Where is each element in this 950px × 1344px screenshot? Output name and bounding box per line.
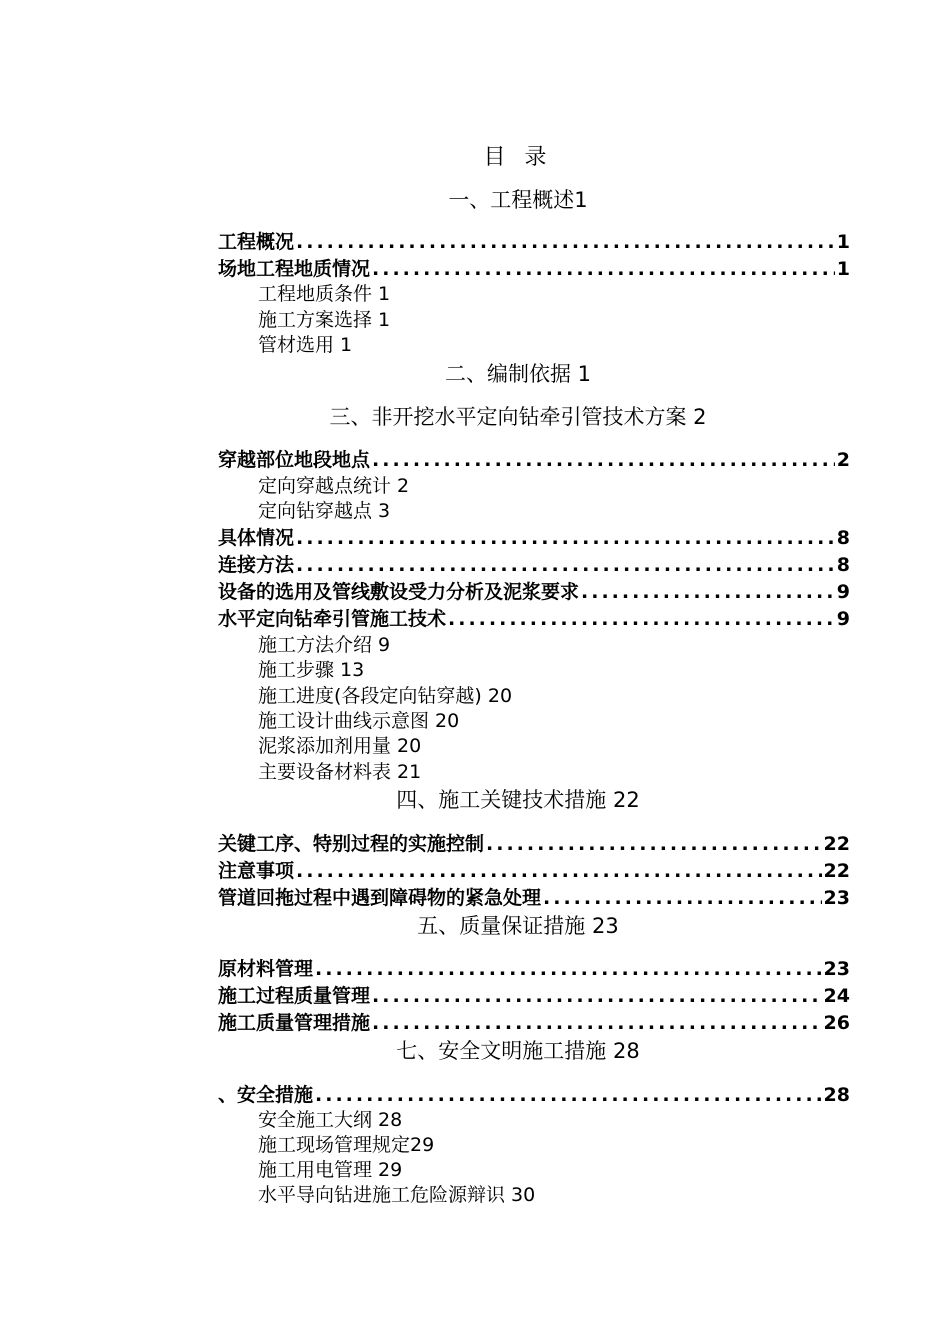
toc-entry-page: 22 xyxy=(823,833,850,855)
toc-subentry[interactable]: 施工方法介绍 9 xyxy=(258,634,391,656)
dot-leader xyxy=(581,579,835,605)
toc-entry-page: 24 xyxy=(823,985,850,1007)
toc-entry-page: 28 xyxy=(823,1084,850,1106)
dot-leader xyxy=(372,447,835,473)
toc-entry-page: 1 xyxy=(836,258,850,280)
dot-leader xyxy=(296,229,835,255)
toc-subentry[interactable]: 定向穿越点统计 2 xyxy=(258,475,410,497)
toc-title: 目 录 xyxy=(483,145,553,170)
toc-entry-page: 22 xyxy=(823,860,850,882)
toc-subentry[interactable]: 水平导向钻进施工危险源辩识 30 xyxy=(258,1184,536,1206)
toc-entry-label: 具体情况 xyxy=(218,527,295,549)
toc-entry-label: 、安全措施 xyxy=(218,1084,314,1106)
toc-entry-page: 23 xyxy=(823,887,850,909)
toc-entry-label: 穿越部位地段地点 xyxy=(218,449,371,471)
toc-entry-label: 设备的选用及管线敷设受力分析及泥浆要求 xyxy=(218,581,580,603)
toc-entry-label: 施工过程质量管理 xyxy=(218,985,371,1007)
toc-subentry[interactable]: 施工现场管理规定29 xyxy=(258,1134,435,1156)
dot-leader xyxy=(543,885,822,911)
toc-subentry[interactable]: 安全施工大纲 28 xyxy=(258,1109,403,1131)
toc-entry-page: 9 xyxy=(836,608,850,630)
dot-leader xyxy=(372,983,822,1009)
toc-entry-label: 连接方法 xyxy=(218,554,295,576)
dot-leader xyxy=(448,606,835,632)
dot-leader xyxy=(315,1082,822,1108)
toc-entry[interactable] xyxy=(218,885,850,911)
toc-entry-label: 注意事项 xyxy=(218,860,295,882)
toc-subentry[interactable]: 定向钻穿越点 3 xyxy=(258,500,391,522)
toc-subentry[interactable]: 工程地质条件 1 xyxy=(258,283,391,305)
toc-entry-page: 26 xyxy=(823,1012,850,1034)
dot-leader xyxy=(296,858,822,884)
section-heading: 五、质量保证措施 23 xyxy=(417,914,619,938)
toc-entry-page: 23 xyxy=(823,958,850,980)
toc-entry[interactable] xyxy=(218,579,850,605)
toc-subentry[interactable]: 主要设备材料表 21 xyxy=(258,761,422,783)
dot-leader xyxy=(296,525,835,551)
toc-subentry[interactable]: 施工设计曲线示意图 20 xyxy=(258,710,460,732)
toc-entry[interactable] xyxy=(218,983,850,1009)
toc-subentry[interactable]: 施工用电管理 29 xyxy=(258,1159,403,1181)
toc-subentry[interactable]: 施工方案选择 1 xyxy=(258,309,391,331)
toc-entry-label: 管道回拖过程中遇到障碍物的紧急处理 xyxy=(218,887,542,909)
toc-subentry[interactable]: 施工进度(各段定向钻穿越) 20 xyxy=(258,685,513,707)
toc-entry-page: 2 xyxy=(836,449,850,471)
toc-subentry[interactable]: 管材选用 1 xyxy=(258,334,353,356)
toc-entry-label: 场地工程地质情况 xyxy=(218,258,371,280)
toc-entry[interactable] xyxy=(218,447,850,473)
toc-entry[interactable] xyxy=(218,858,850,884)
dot-leader xyxy=(315,956,822,982)
dot-leader xyxy=(372,256,835,282)
toc-entry-label: 工程概况 xyxy=(218,231,295,253)
toc-entry[interactable] xyxy=(218,525,850,551)
toc-subentry[interactable]: 施工步骤 13 xyxy=(258,659,365,681)
section-heading: 一、工程概述1 xyxy=(448,188,588,212)
dot-leader xyxy=(296,552,835,578)
toc-entry[interactable] xyxy=(218,956,850,982)
toc-entry-label: 施工质量管理措施 xyxy=(218,1012,371,1034)
dot-leader xyxy=(486,831,822,857)
toc-entry[interactable] xyxy=(218,552,850,578)
section-heading: 四、施工关键技术措施 22 xyxy=(396,788,640,812)
toc-entry-page: 9 xyxy=(836,581,850,603)
toc-entry-label: 原材料管理 xyxy=(218,958,314,980)
toc-entry-page: 1 xyxy=(836,231,850,253)
section-heading: 三、非开挖水平定向钻牵引管技术方案 2 xyxy=(329,405,707,429)
toc-entry-page: 8 xyxy=(836,527,850,549)
toc-entry[interactable] xyxy=(218,606,850,632)
toc-entry[interactable] xyxy=(218,1010,850,1036)
section-heading: 七、安全文明施工措施 28 xyxy=(396,1039,640,1063)
section-heading: 二、编制依据 1 xyxy=(444,362,592,386)
toc-entry[interactable] xyxy=(218,229,850,255)
toc-entry[interactable] xyxy=(218,1082,850,1108)
toc-entry-label: 水平定向钻牵引管施工技术 xyxy=(218,608,447,630)
toc-entry[interactable] xyxy=(218,256,850,282)
toc-entry-label: 关键工序、特别过程的实施控制 xyxy=(218,833,485,855)
toc-subentry[interactable]: 泥浆添加剂用量 20 xyxy=(258,735,422,757)
toc-entry-page: 8 xyxy=(836,554,850,576)
dot-leader xyxy=(372,1010,822,1036)
toc-entry[interactable] xyxy=(218,831,850,857)
